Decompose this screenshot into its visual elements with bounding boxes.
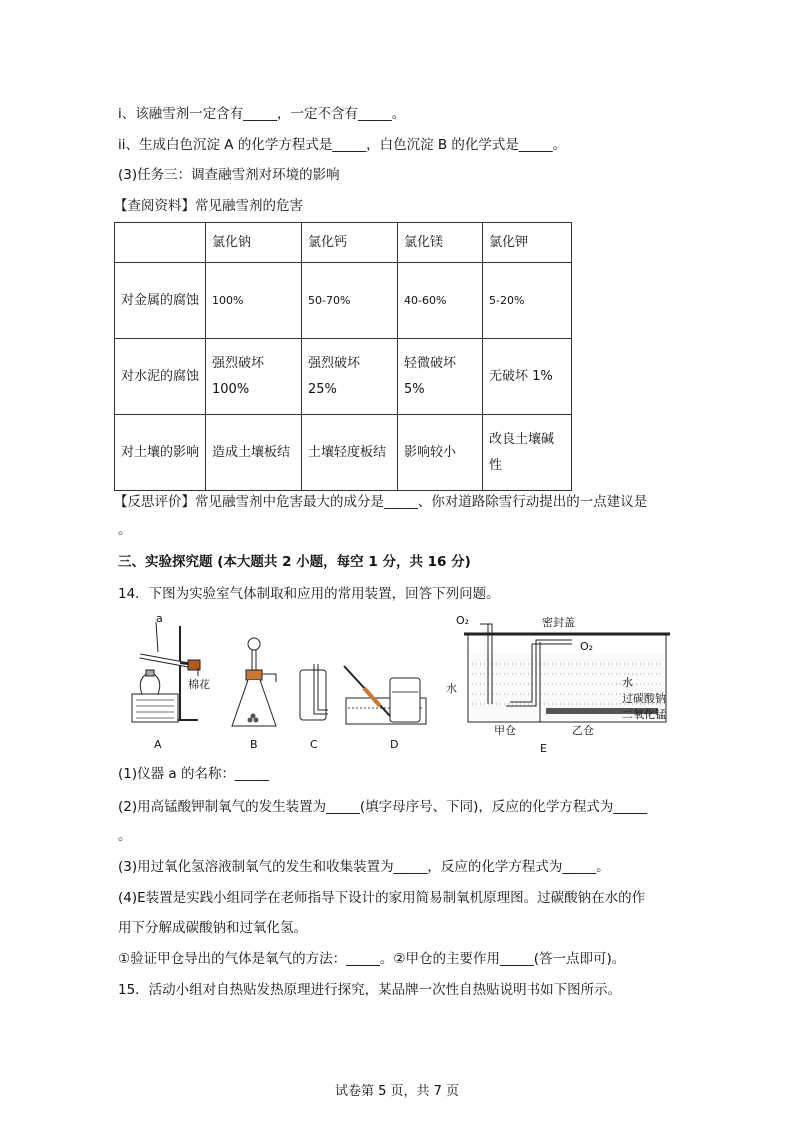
table-row-header: 对水泥的腐蚀 (115, 339, 206, 415)
deicer-harm-table (114, 222, 572, 491)
table-row (115, 339, 572, 415)
label-water-right: 水 (622, 676, 633, 689)
task-three-heading: (3)任务三：调查融雪剂对环境的影响 (118, 167, 340, 183)
section-heading: 三、实验探究题 (本大题共 2 小题，每空 1 分，共 16 分) (118, 554, 471, 570)
table-header-row (115, 223, 572, 263)
table-row (115, 263, 572, 339)
table-cell: 强烈破坏 100% (206, 339, 302, 415)
table-cell: 50-70% (302, 263, 398, 339)
label-cang-jia: 甲仓 (494, 724, 516, 737)
table-cell: 影响较小 (398, 415, 483, 491)
reference-heading: 【查阅资料】常见融雪剂的危害 (114, 198, 303, 214)
table-header-cell: 氯化钾 (483, 223, 572, 263)
question-14-4-sub: ①验证甲仓导出的气体是氧气的方法：_____。②甲仓的主要作用_____(答一点即可)。 (118, 951, 626, 967)
table-cell: 强烈破坏 25% (302, 339, 398, 415)
label-o2-in: O₂ (580, 640, 594, 653)
table-cell: 无破坏 1% (483, 339, 572, 415)
label-B: B (250, 738, 258, 751)
apparatus-a (132, 622, 200, 722)
table-cell: 100% (206, 263, 302, 339)
text-line-2: ii、生成白色沉淀 A 的化学方程式是_____，白色沉淀 B 的化学式是_____。 (118, 137, 567, 153)
label-C: C (310, 738, 318, 751)
table-header-cell: 氯化钙 (302, 223, 398, 263)
label-percarbonate: 过碳酸钠 (622, 692, 666, 705)
table-row (115, 415, 572, 491)
table-cell: 轻微破坏 5% (398, 339, 483, 415)
table-cell: 土壤轻度板结 (302, 415, 398, 491)
apparatus-d (344, 666, 426, 724)
table-cell: 5-20% (483, 263, 572, 339)
question-14-2-end: 。 (118, 828, 132, 844)
label-a: a (156, 612, 163, 625)
question-14: 14．下图为实验室气体制取和应用的常用装置，回答下列问题。 (118, 586, 500, 602)
label-cang-yi: 乙仓 (572, 724, 594, 737)
text-line-1: i、该融雪剂一定含有_____，一定不含有_____。 (118, 106, 406, 122)
label-o2-out: O₂ (456, 614, 470, 627)
table-cell: 造成土壤板结 (206, 415, 302, 491)
table-cell (115, 223, 206, 263)
apparatus-figure (128, 612, 688, 762)
question-14-2: (2)用高锰酸钾制氧气的发生装置为_____(填字母序号、下同)，反应的化学方程式为_____ (118, 799, 648, 815)
table-cell: 40-60% (398, 263, 483, 339)
label-D: D (390, 738, 399, 751)
label-seal: 密封盖 (542, 616, 575, 629)
table-cell: 改良土壤碱性 (483, 415, 572, 491)
reflection-line-end: 。 (118, 522, 132, 538)
question-14-3: (3)用过氧化氢溶液制氧气的发生和收集装置为_____，反应的化学方程式为_____。 (118, 859, 610, 875)
question-14-1: (1)仪器 a 的名称：_____ (118, 766, 269, 782)
table-header-cell: 氯化镁 (398, 223, 483, 263)
table-header-cell: 氯化钠 (206, 223, 302, 263)
apparatus-c (300, 664, 328, 720)
label-cotton: 棉花 (188, 678, 210, 691)
apparatus-b (232, 638, 276, 726)
page-footer: 试卷第 5 页，共 7 页 (334, 1084, 460, 1099)
label-mno2: 二氧化锰 (622, 708, 666, 721)
reflection-line: 【反思评价】常见融雪剂中危害最大的成分是_____、你对道路除雪行动提出的一点建议是 (114, 494, 648, 510)
question-14-4: (4)E装置是实践小组同学在老师指导下设计的家用简易制氧机原理图。过碳酸钠在水的作 (118, 890, 646, 906)
label-water-left: 水 (446, 682, 457, 695)
table-row-header: 对金属的腐蚀 (115, 263, 206, 339)
label-A: A (154, 738, 162, 751)
label-E: E (540, 742, 547, 755)
question-14-4-cont: 用下分解成碳酸钠和过氧化氢。 (118, 920, 307, 936)
question-15: 15．活动小组对自热贴发热原理进行探究，某品牌一次性自热贴说明书如下图所示。 (118, 982, 622, 998)
table-row-header: 对土壤的影响 (115, 415, 206, 491)
